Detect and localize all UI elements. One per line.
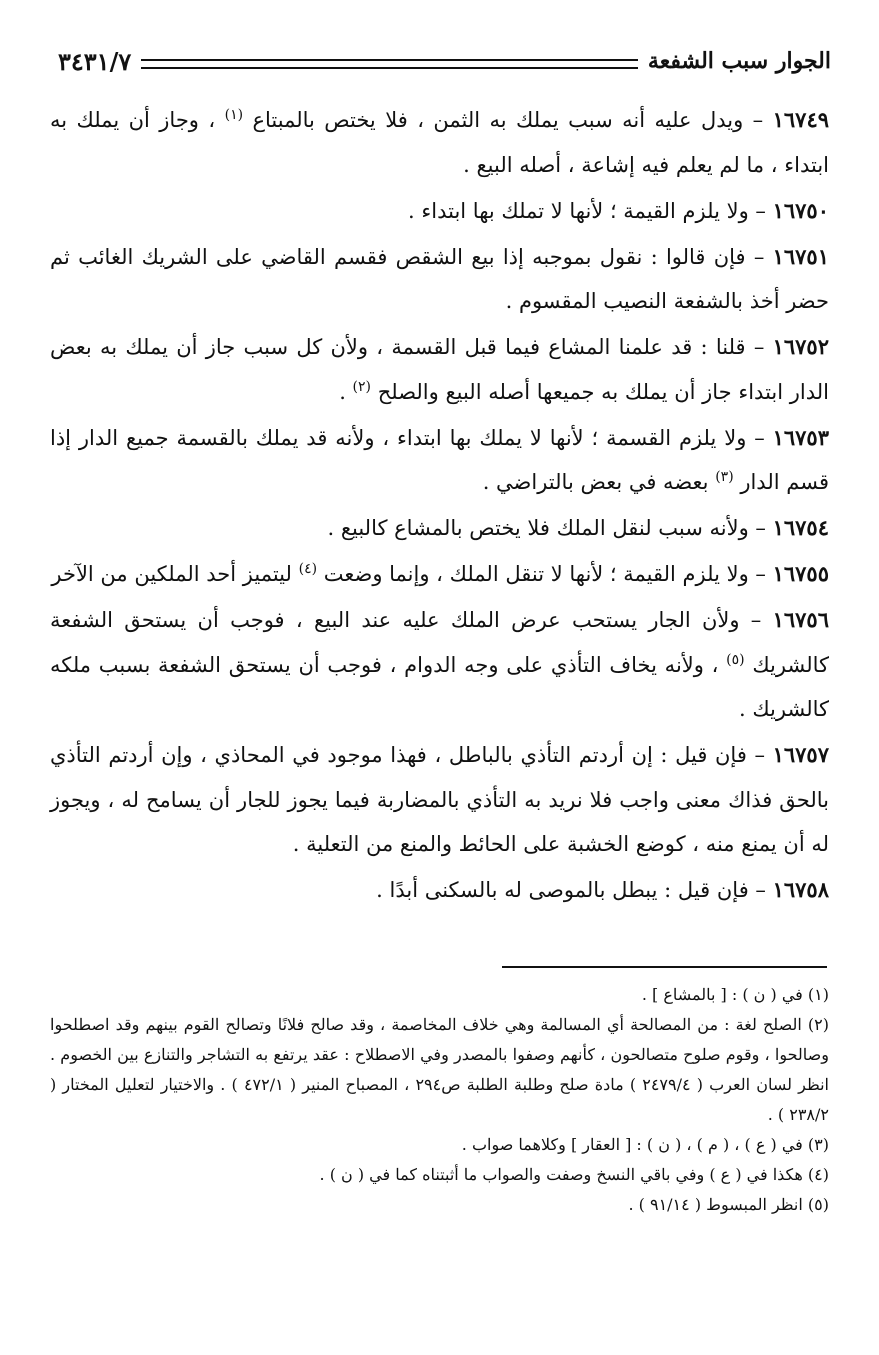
footnote-marker[interactable]: (٢) <box>352 378 372 395</box>
footnote: (٥) انظر المبسوط ( ٩١/١٤ ) . <box>628 1195 829 1214</box>
paragraph-text: – فإن قالوا : نقول بموجبه إذا بيع الشقص فقسم القاضي على الشريك الغائب ثم حضر أخذ بالشفعة النصيب المقسوم . <box>50 244 829 313</box>
paragraph-number: ١٦٧٥٠ <box>772 197 829 223</box>
footnote: (٣) في ( ع ) ، ( م ) ، ( ن ) : [ العقار ] وكلاهما صواب . <box>461 1135 829 1154</box>
paragraph <box>50 235 829 324</box>
paragraph-number: ١٦٧٥٧ <box>772 742 829 767</box>
running-header <box>58 44 831 78</box>
header-title: الجوار سبب الشفعة <box>647 48 831 74</box>
paragraph-text-continued: ، ولأنه يخاف التأذي على وجه الدوام ، فوجب أن يستحق الشفعة بسبب ملكه كالشريك . <box>50 652 829 721</box>
paragraph-number: ١٦٧٥٦ <box>772 607 829 632</box>
paragraph <box>50 98 829 187</box>
paragraph-text: – ولأن الجار يستحب عرض الملك عليه عند البيع ، فوجب أن يستحق الشفعة كالشريك <box>50 608 829 677</box>
footnote-marker[interactable]: (١) <box>224 107 244 123</box>
paragraph-number: ١٦٧٤٩ <box>772 107 830 132</box>
paragraph-number: ١٦٧٥٥ <box>772 561 829 586</box>
main-text <box>50 98 829 914</box>
paragraph-text: – فإن قيل : إن أردتم التأذي بالباطل ، فهذا موجود في المحاذي ، وإن أردتم التأذي بالحق فذاك معنى واجب فلا نريد به التأذي بالمضاربة فيما يجوز للجار أن يسامح له ، ويجوز له أن يمنع منه ، كوضع الخشبة على الحائط والمنع من التعلية . <box>50 743 829 856</box>
paragraph <box>50 416 829 505</box>
paragraph-text: – ولأنه سبب لنقل الملك فلا يختص بالمشاع كالبيع . <box>327 516 773 540</box>
paragraph-text: – قلنا : قد علمنا المشاع فيما قبل القسمة ، ولأن كل سبب جاز أن يملك به بعض الدار ابتداء جاز أن يملك به جميعها أصله البيع والصلح <box>50 335 829 404</box>
paragraph-text: – ولا يلزم القيمة ؛ لأنها لا تنقل الملك ، وإنما وضعت <box>317 562 773 586</box>
footnote: (٤) هكذا في ( ع ) وفي باقي النسخ وصفت والصواب ما أثبتناه كما في ( ن ) . <box>319 1165 829 1184</box>
paragraph <box>50 733 829 867</box>
paragraph-number: ١٦٧٥٤ <box>772 515 829 540</box>
footnote-marker[interactable]: (٥) <box>726 651 745 668</box>
paragraph <box>50 598 829 732</box>
footnote: (١) في ( ن ) : [ بالمشاع ] . <box>641 985 829 1004</box>
footnote: (٢) الصلح لغة : من المصالحة أي المسالمة وهي خلاف المخاصمة ، وقد صالح فلانًا وتصالح القوم بينهم وقد اصطلحوا وصالحوا ، وقوم صلوح متصالحون ، كأنهم وصفوا بالمصدر وفي الاصطلاح : عقد يرتفع به التشاجر والتنازع بين الخصوم . انظر لسان العرب ( ٢٤٧٩/٤ ) مادة صلح وطلبة الطلبة ص٢٩٤ ، المصباح المنير ( ٤٧٢/١ ) . والاختيار لتعليل المختار ( ٢٣٨/٢ ) . <box>50 1015 829 1124</box>
paragraph-text: – فإن قيل : يبطل بالموصى له بالسكنى أبدًا . <box>376 878 773 902</box>
paragraph <box>50 868 829 913</box>
paragraph <box>50 552 829 597</box>
paragraph-number: ١٦٧٥٣ <box>772 424 829 450</box>
paragraph-text-continued: ليتميز أحد الملكين من الآخر <box>51 562 299 586</box>
paragraph-number: ١٦٧٥١ <box>772 243 829 269</box>
paragraph-text-continued: ، وجاز أن يملك به ابتداء ، ما لم يعلم فيه إشاعة ، أصله البيع . <box>50 108 829 177</box>
paragraph-number: ١٦٧٥٨ <box>772 877 829 902</box>
header-double-rule <box>141 59 638 69</box>
page-number: ٣٤٣١/٧ <box>58 46 132 76</box>
paragraph-text: – ولا يلزم القيمة ؛ لأنها لا تملك بها ابتداء . <box>408 198 773 223</box>
paragraph-number: ١٦٧٥٢ <box>772 334 829 359</box>
paragraph-text: – ولا يلزم القسمة ؛ لأنها لا يملك بها ابتداء ، ولأنه قد يملك بالقسمة جميع الدار إذا قسم الدار <box>50 425 829 494</box>
footnote-marker[interactable]: (٤) <box>298 561 318 577</box>
paragraph-text-continued: بعضه في بعض بالتراضي . <box>482 470 716 494</box>
paragraph <box>50 189 829 234</box>
paragraph <box>50 325 829 414</box>
paragraph <box>50 506 829 551</box>
footnote-separator <box>502 966 827 968</box>
paragraph-text-continued: . <box>339 379 353 404</box>
footnote-marker[interactable]: (٣) <box>715 469 734 485</box>
footnotes <box>50 980 829 1220</box>
paragraph-text: – ويدل عليه أنه سبب يملك به الثمن ، فلا يختص بالمبتاع <box>243 108 773 132</box>
